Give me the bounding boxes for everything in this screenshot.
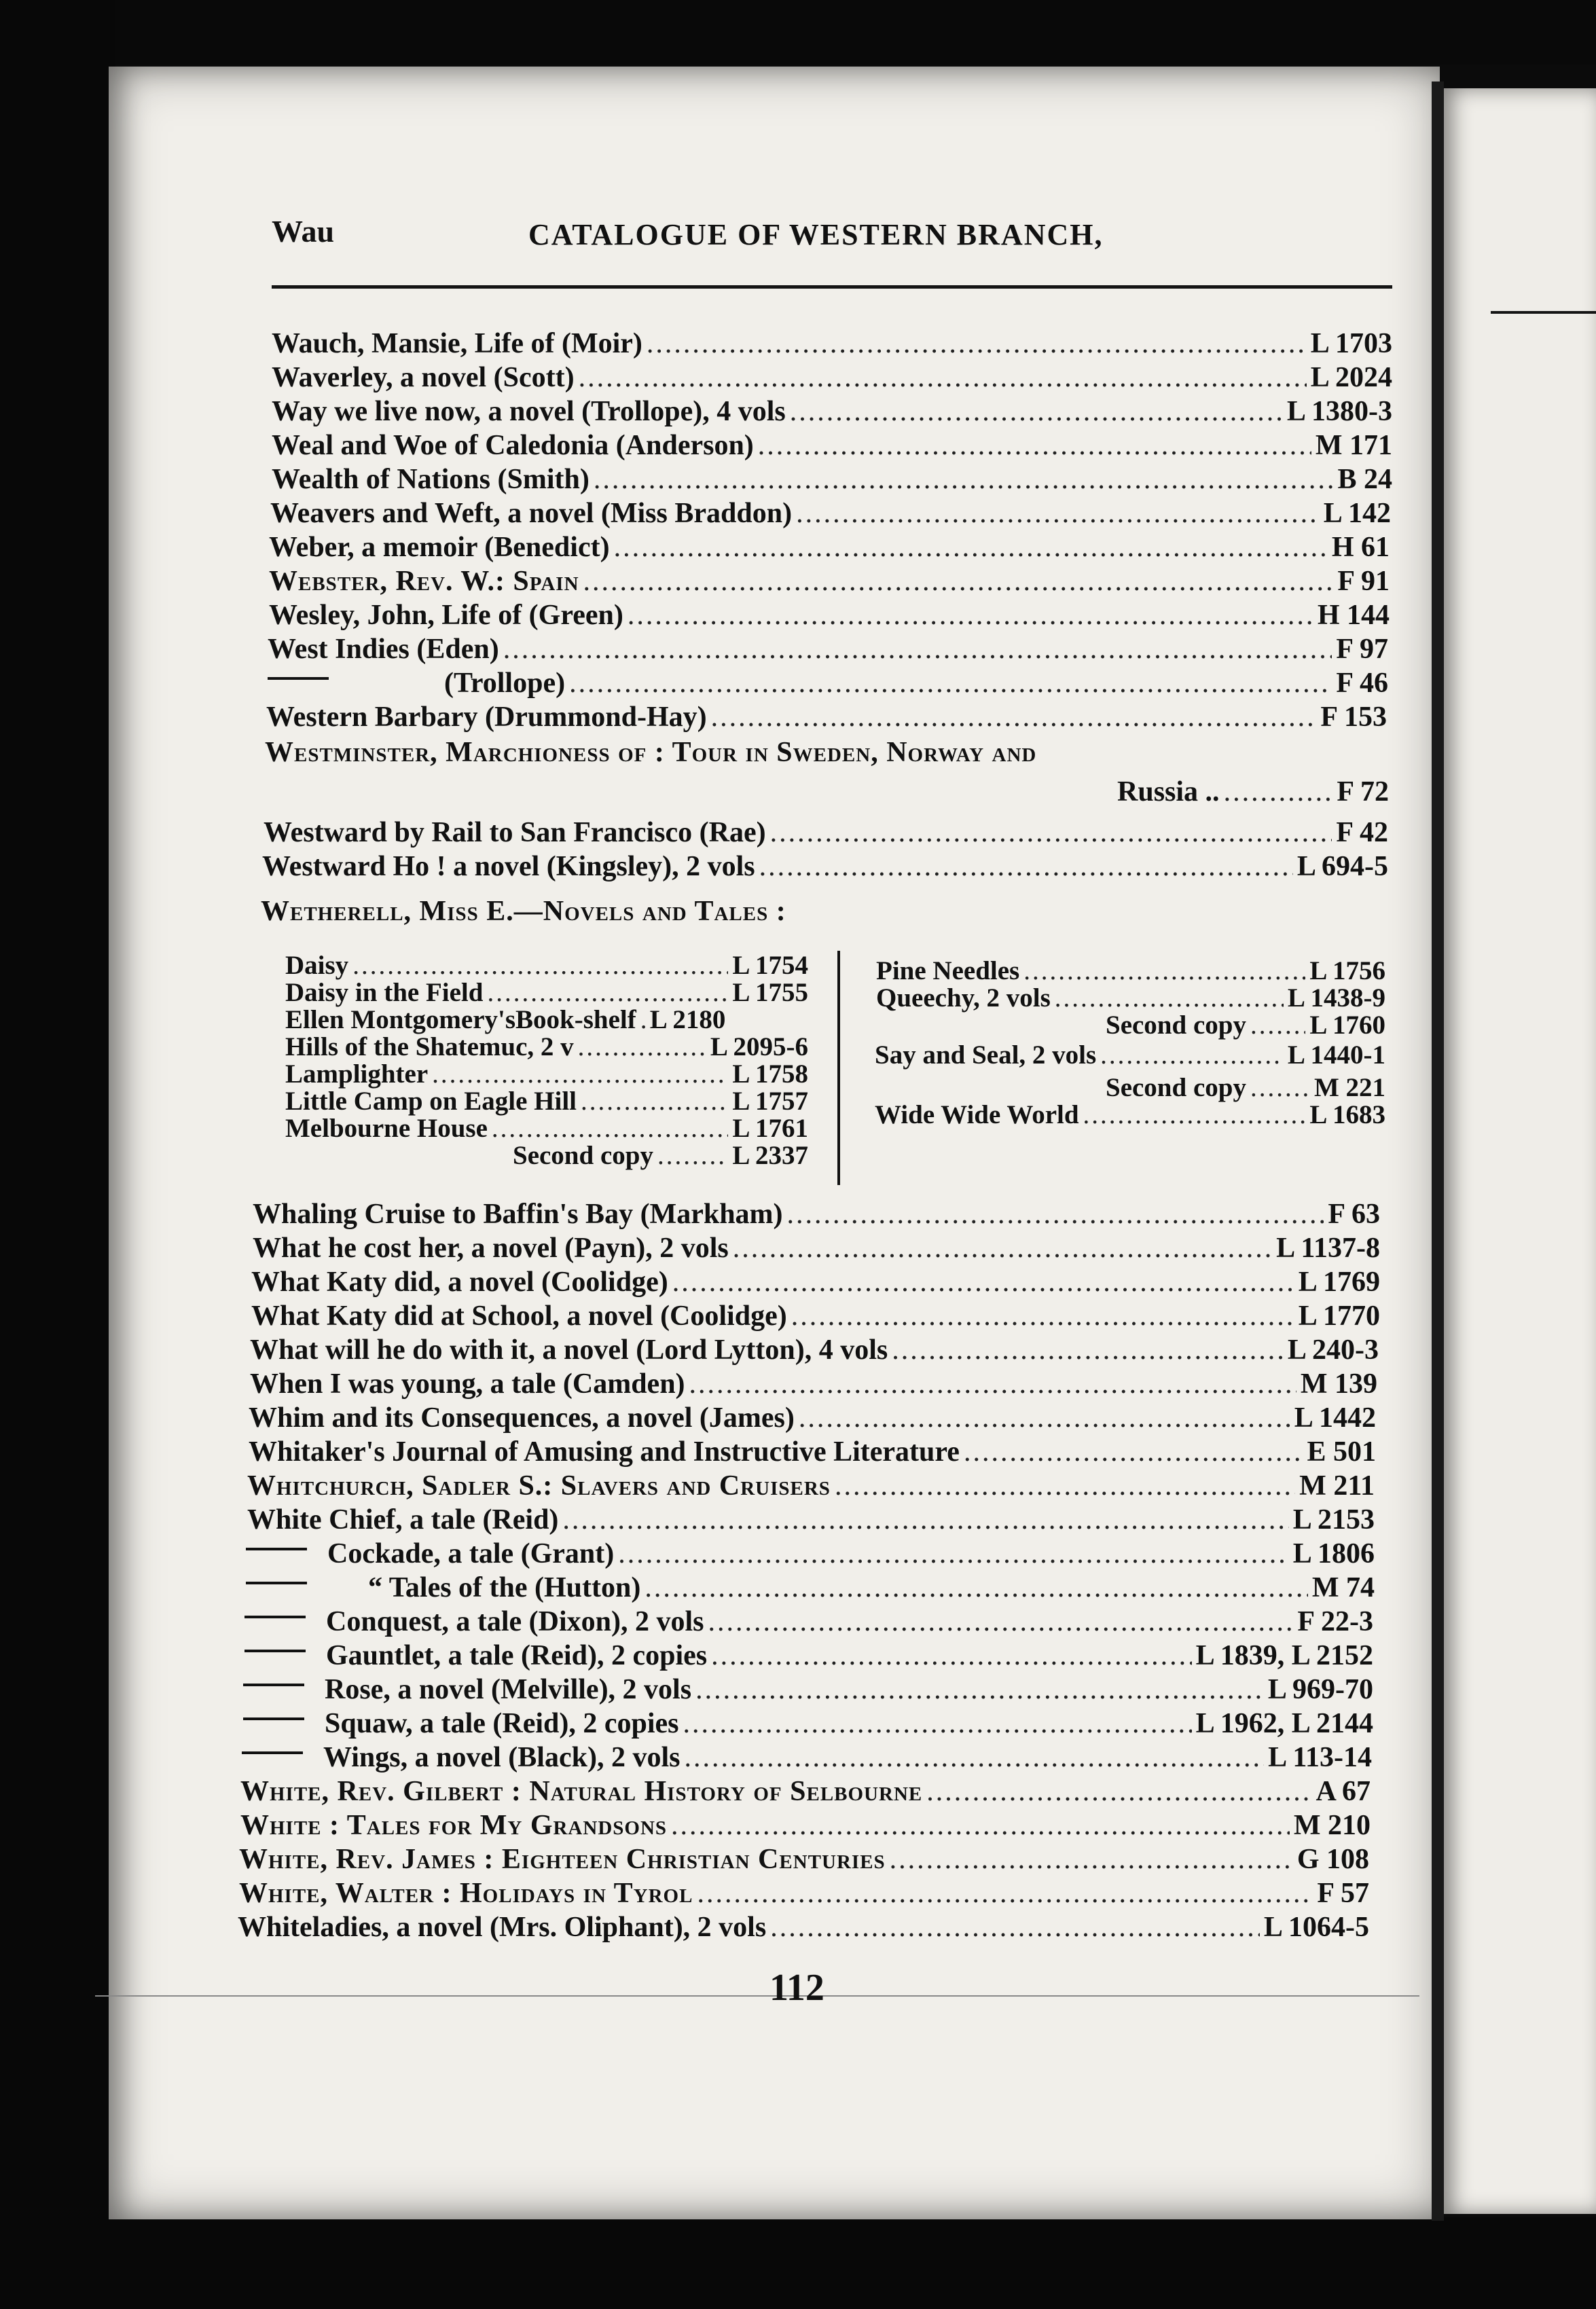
wetherell-item: Ellen Montgomery'sBook-shelf ..... L 2180: [285, 1002, 808, 1038]
catalogue-entry: West Indies (Eden) ..... F 97: [268, 632, 1388, 667]
footer-rule: [95, 1995, 1419, 1997]
catalogue-entry: Way we live now, a novel (Trollope), 4 vols ..... L 1380-3: [272, 394, 1392, 429]
catalogue-entry: “ Tales of the (Hutton) ..... M 74: [246, 1570, 1375, 1605]
wetherell-item: Pine Needles ..... L 1756: [876, 953, 1385, 989]
catalogue-entry-continuation: Russia .. ..... F 72: [1117, 774, 1389, 810]
header-rule: [272, 285, 1392, 289]
catalogue-entry: Whaling Cruise to Baffin's Bay (Markham) ..... F 63: [253, 1197, 1380, 1232]
wetherell-item: Second copy ..... M 221: [1106, 1070, 1385, 1106]
catalogue-entry: White : Tales for My Grandsons ..... M 210: [240, 1808, 1371, 1843]
page-title: CATALOGUE OF WESTERN BRANCH,: [528, 218, 1104, 251]
catalogue-entry: Westminster, Marchioness of : Tour in Sweden, Norway and: [265, 737, 1037, 768]
wetherell-item: Queechy, 2 vols ..... L 1438-9: [876, 981, 1385, 1016]
wetherell-item: Daisy in the Field ..... L 1755: [285, 975, 808, 1011]
catalogue-entry: Whitchurch, Sadler S.: Slavers and Cruisers ..... M 211: [247, 1468, 1375, 1504]
catalogue-entry: Weber, a memoir (Benedict) ..... H 61: [269, 530, 1390, 565]
wetherell-item: Melbourne House ..... L 1761: [285, 1111, 808, 1146]
ditto-dash: [246, 1582, 307, 1584]
ditto-dash: [244, 1616, 306, 1618]
wetherell-item: Wide Wide World ..... L 1683: [875, 1097, 1385, 1133]
ditto-dash: [243, 1717, 304, 1720]
catalogue-entry: Cockade, a tale (Grant) ..... L 1806: [246, 1536, 1375, 1571]
catalogue-entry: Whiteladies, a novel (Mrs. Oliphant), 2 vols ..... L 1064-5: [238, 1910, 1369, 1945]
catalogue-entry: What Katy did at School, a novel (Coolidge) ..... L 1770: [251, 1298, 1380, 1334]
page-number: 112: [769, 1967, 824, 2009]
wetherell-item: Second copy ..... L 2337: [513, 1138, 808, 1174]
catalogue-entry: Gauntlet, a tale (Reid), 2 copies ..... L 1839, L 2152: [244, 1638, 1373, 1673]
ditto-dash: [244, 1650, 306, 1652]
catalogue-entry: What Katy did, a novel (Coolidge) ..... L 1769: [251, 1265, 1380, 1300]
book-gutter: [1432, 81, 1444, 2221]
ditto-dash: [242, 1751, 303, 1754]
catalogue-entry: Conquest, a tale (Dixon), 2 vols ..... F 22-3: [244, 1604, 1373, 1639]
wetherell-item: Little Camp on Eagle Hill ..... L 1757: [285, 1084, 808, 1119]
scan-border-top: [0, 0, 1596, 65]
catalogue-entry: Whitaker's Journal of Amusing and Instructive Literature ..... E 501: [249, 1434, 1376, 1470]
catalogue-entry: Webster, Rev. W.: Spain ..... F 91: [269, 564, 1390, 599]
catalogue-entry: White, Rev. James : Eighteen Christian Centuries ..... G 108: [239, 1842, 1369, 1877]
wetherell-item: Say and Seal, 2 vols ..... L 1440-1: [875, 1038, 1385, 1073]
catalogue-entry: Rose, a novel (Melville), 2 vols ..... L 969-70: [243, 1672, 1373, 1707]
catalogue-entry: (Trollope) ..... F 46: [268, 666, 1388, 701]
catalogue-entry: White Chief, a tale (Reid) ..... L 2153: [247, 1502, 1375, 1538]
catalogue-entry: What he cost her, a novel (Payn), 2 vols ..... L 1137-8: [253, 1231, 1380, 1266]
catalogue-entry: Wings, a novel (Black), 2 vols ..... L 113-14: [242, 1740, 1372, 1775]
wetherell-item: Hills of the Shatemuc, 2 v ..... L 2095-6: [285, 1030, 808, 1065]
ditto-dash: [268, 677, 329, 680]
right-page: [1444, 88, 1596, 2214]
catalogue-entry: Wesley, John, Life of (Green) ..... H 144: [269, 598, 1390, 633]
section-heading-wetherell: Wetherell, Miss E.—Novels and Tales :: [261, 896, 786, 927]
catalogue-entry: White, Rev. Gilbert : Natural History of Selbourne ..... A 67: [240, 1774, 1371, 1809]
catalogue-entry: What will he do with it, a novel (Lord Lytton), 4 vols ..... L 240-3: [250, 1332, 1379, 1368]
running-head: [0, 204, 1419, 265]
catalogue-entry: White, Walter : Holidays in Tyrol ..... F 57: [239, 1876, 1369, 1911]
catalogue-entry: Wauch, Mansie, Life of (Moir) ..... L 1703: [272, 326, 1392, 361]
catalogue-entry: Waverley, a novel (Scott) ..... L 2024: [272, 360, 1392, 395]
catalogue-entry: Weavers and Weft, a novel (Miss Braddon) ..... L 142: [270, 496, 1391, 531]
catalogue-entry: Wealth of Nations (Smith) ..... B 24: [272, 462, 1392, 497]
ditto-dash: [243, 1684, 304, 1686]
ditto-dash: [246, 1548, 307, 1550]
head-guide-word: Wau: [272, 214, 335, 249]
scan-border-bottom: [0, 2217, 1596, 2309]
catalogue-entry: Western Barbary (Drummond-Hay) ..... F 153: [266, 699, 1387, 735]
catalogue-entry: When I was young, a tale (Camden) ..... M 139: [250, 1366, 1377, 1402]
catalogue-entry: Weal and Woe of Caledonia (Anderson) ..... M 171: [272, 428, 1392, 463]
scan-border-left: [0, 0, 115, 2309]
catalogue-entry: Westward Ho ! a novel (Kingsley), 2 vols ..... L 694-5: [262, 849, 1388, 884]
column-divider: [837, 951, 840, 1185]
catalogue-entry: Whim and its Consequences, a novel (James) ..... L 1442: [249, 1400, 1376, 1436]
wetherell-item: Daisy ..... L 1754: [285, 948, 808, 983]
wetherell-item: Lamplighter ..... L 1758: [285, 1057, 808, 1092]
wetherell-item: Second copy ..... L 1760: [1106, 1008, 1385, 1043]
catalogue-entry: Westward by Rail to San Francisco (Rae) ..... F 42: [264, 815, 1388, 850]
right-page-header-rule: [1491, 311, 1596, 314]
catalogue-entry: Squaw, a tale (Reid), 2 copies ..... L 1962, L 2144: [243, 1706, 1373, 1741]
